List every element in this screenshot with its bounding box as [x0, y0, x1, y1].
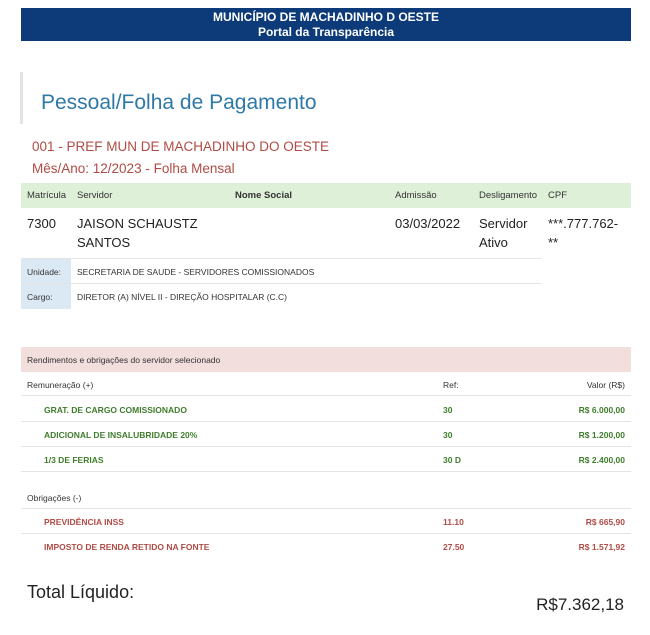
earning-value: R$ 2.400,00 [578, 455, 625, 465]
earning-ref: 30 [443, 405, 453, 415]
cargo-label: Cargo: [21, 284, 71, 309]
desligamento-value: Servidor Ativo [479, 216, 528, 250]
col-servidor: Servidor [77, 190, 113, 201]
deduction-row [21, 509, 631, 534]
col-cpf: CPF [548, 190, 567, 201]
employee-table-header [21, 183, 631, 208]
municipality-name: MUNICÍPIO DE MACHADINHO D OESTE [212, 10, 439, 24]
cargo-value: DIRETOR (A) NÍVEL II - DIREÇÃO HOSPITALAR (C.C) [77, 292, 288, 302]
unidade-value: SECRETARIA DE SAUDE - SERVIDORES COMISSIONADOS [77, 267, 315, 277]
organization-line: 001 - PREF MUN DE MACHADINHO DO OESTE [32, 139, 330, 154]
obrigacoes-header [21, 485, 631, 509]
earning-row [21, 447, 631, 472]
col-admissao: Admissão [395, 190, 437, 201]
earning-name: 1/3 DE FERIAS [44, 455, 104, 465]
earning-row [21, 397, 631, 422]
cpf-value: ***.777.762-** [548, 216, 619, 250]
deduction-value: R$ 1.571,92 [578, 542, 625, 552]
col-matricula: Matrícula [27, 190, 67, 201]
obrigacoes-label: Obrigações (-) [27, 493, 82, 503]
earnings-section-title: Rendimentos e obrigações do servidor selecionado [21, 347, 631, 372]
deduction-value: R$ 665,90 [585, 517, 625, 527]
valor-label: Valor (R$) [586, 380, 625, 390]
deduction-row [21, 534, 631, 559]
total-label: Total Líquido: [27, 582, 135, 602]
earning-name: GRAT. DE CARGO COMISSIONADO [44, 405, 187, 415]
earning-value: R$ 6.000,00 [578, 405, 625, 415]
matricula-value: 7300 [27, 216, 56, 231]
site-header [21, 8, 631, 41]
cargo-row [21, 283, 541, 309]
remuneracao-header [21, 372, 631, 396]
deduction-ref: 11.10 [443, 517, 464, 527]
unidade-row [21, 258, 541, 283]
earning-ref: 30 [443, 430, 453, 440]
unidade-label: Unidade: [21, 259, 71, 283]
remuneracao-label: Remuneração (+) [27, 380, 94, 390]
earning-row [21, 422, 631, 447]
deduction-name: IMPOSTO DE RENDA RETIDO NA FONTE [44, 542, 210, 552]
earning-name: ADICIONAL DE INSALUBRIDADE 20% [44, 430, 198, 440]
period-line: Mês/Ano: 12/2023 - Folha Mensal [32, 161, 235, 176]
title-block [20, 72, 630, 124]
page-title: Pessoal/Folha de Pagamento [41, 91, 317, 114]
earning-ref: 30 D [443, 455, 461, 465]
ref-label: Ref: [443, 380, 459, 390]
portal-name: Portal da Transparência [257, 25, 395, 39]
admissao-value: 03/03/2022 [395, 216, 461, 231]
col-desligamento: Desligamento [479, 190, 538, 201]
deduction-ref: 27.50 [443, 542, 465, 552]
earning-value: R$ 1.200,00 [578, 430, 625, 440]
deduction-name: PREVIDÊNCIA INSS [44, 517, 124, 527]
col-nome-social: Nome Social [235, 190, 293, 201]
employee-row [21, 208, 631, 258]
servidor-value: JAISON SCHAUSTZ SANTOS [77, 216, 198, 250]
total-value: R$7.362,18 [536, 595, 624, 614]
